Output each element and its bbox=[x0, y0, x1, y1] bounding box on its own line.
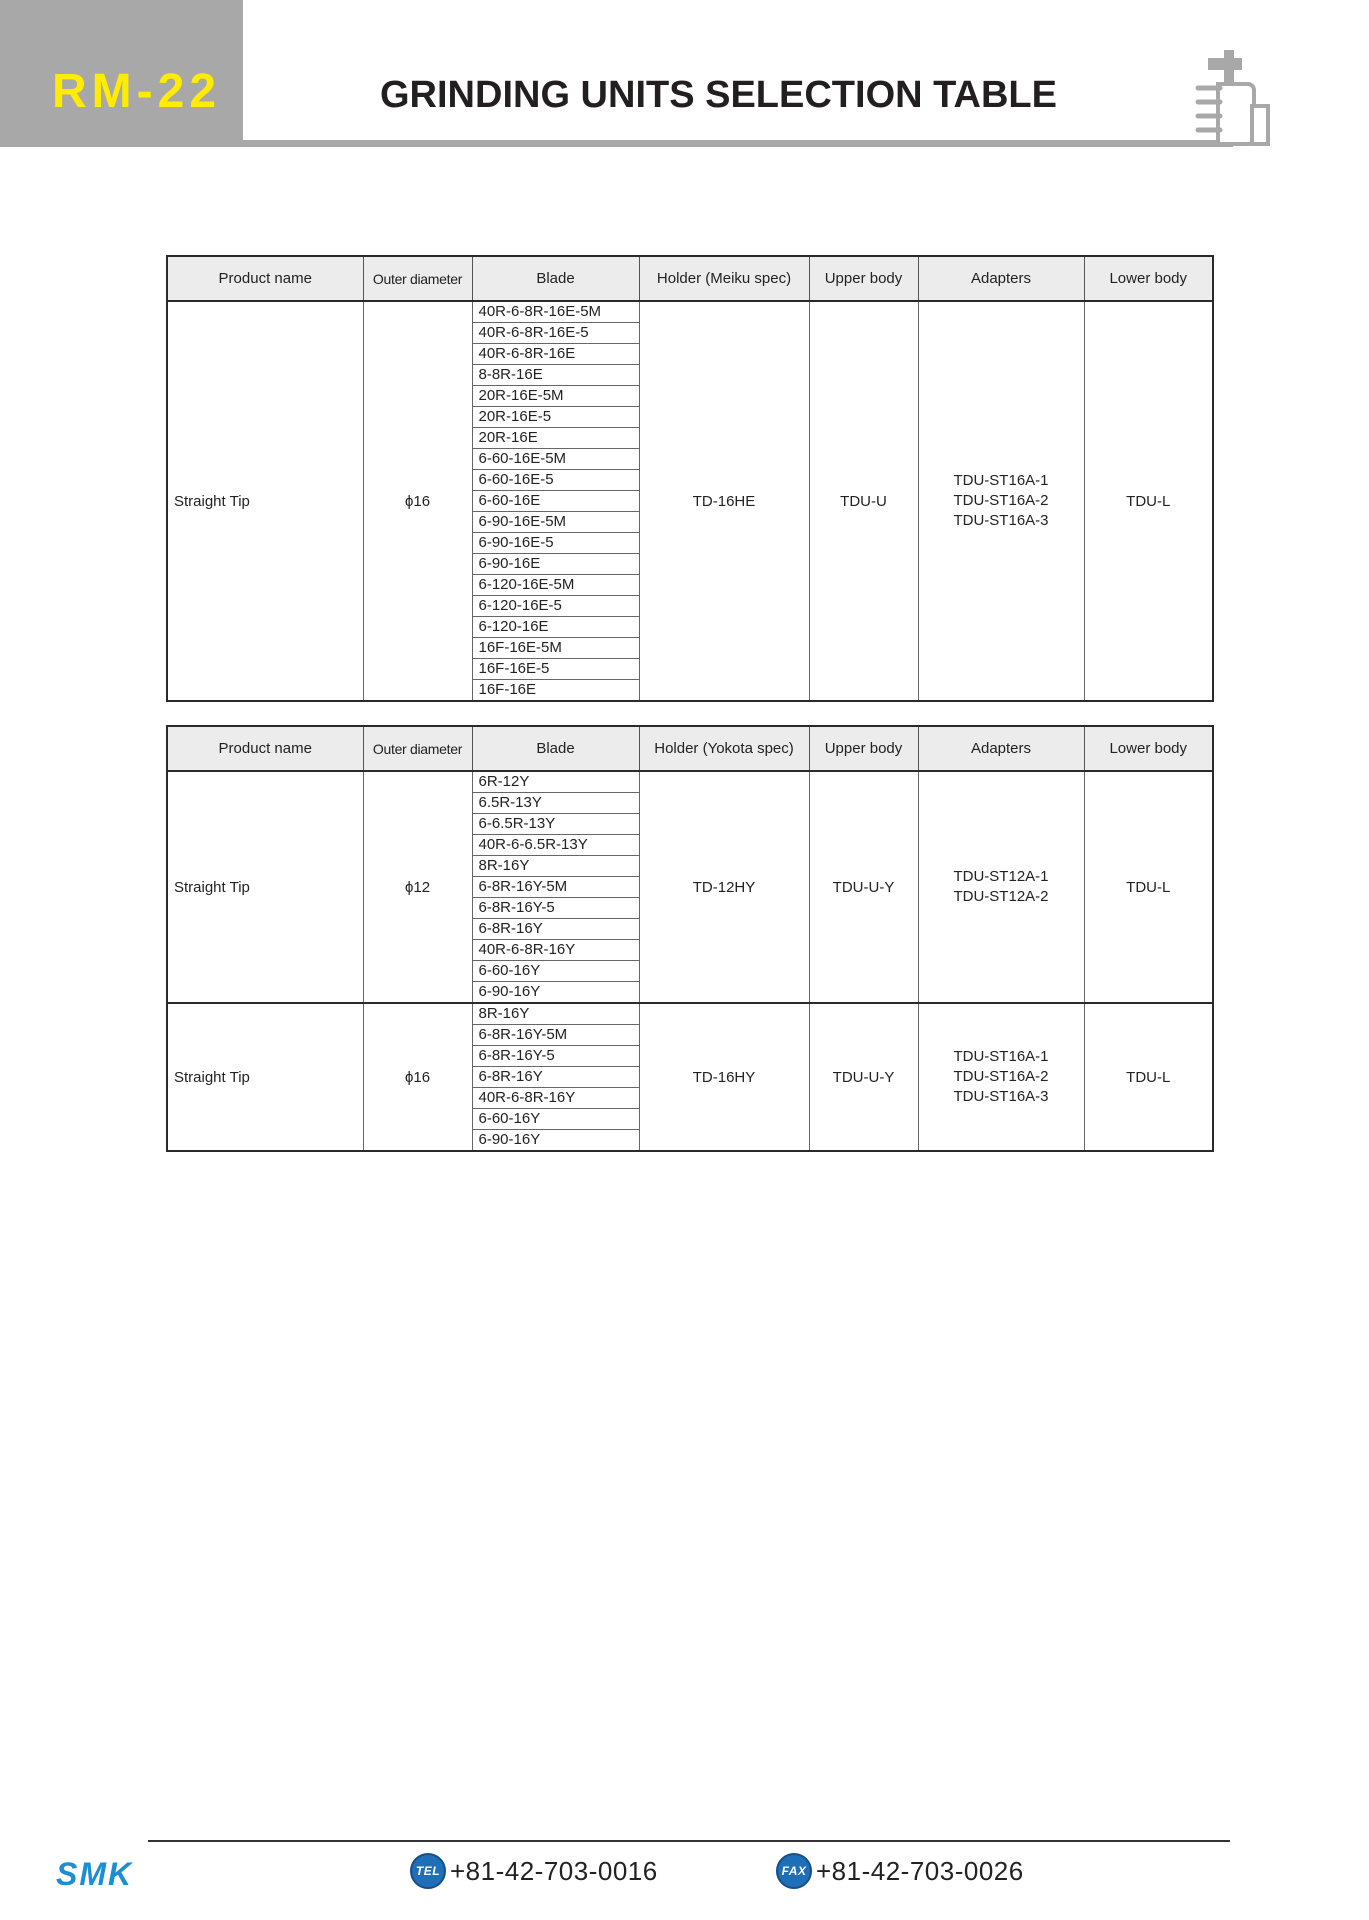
page-code: RM-22 bbox=[52, 65, 222, 118]
holder-cell: TD-12HY bbox=[639, 771, 809, 1003]
lower-body-cell: TDU-L bbox=[1084, 771, 1213, 1003]
holder-cell: TD-16HE bbox=[639, 301, 809, 701]
list-item: 6-8R-16Y-5M bbox=[473, 877, 639, 898]
table-row bbox=[167, 771, 1213, 1003]
blade-list bbox=[473, 1004, 639, 1150]
outer-diameter-cell: ϕ16 bbox=[363, 1003, 472, 1151]
list-item: 16F-16E-5 bbox=[473, 659, 639, 680]
list-item: 6-90-16Y bbox=[478, 1131, 541, 1148]
company-logo bbox=[56, 1858, 160, 1888]
adapters-cell bbox=[918, 1003, 1084, 1151]
list-item: 40R-6-8R-16Y bbox=[473, 1088, 639, 1109]
header-holder: Holder (Meiku spec) bbox=[639, 256, 809, 301]
blade-list bbox=[473, 772, 639, 1002]
list-item: 6-120-16E-5M bbox=[473, 575, 639, 596]
lower-body-cell: TDU-L bbox=[1084, 301, 1213, 701]
adapters-cell bbox=[918, 301, 1084, 701]
list-item: 6-90-16Y bbox=[478, 983, 541, 1000]
list-item: 8R-16Y bbox=[473, 1004, 639, 1025]
table-row bbox=[167, 301, 1213, 701]
list-item: 40R-6-8R-16E-5M bbox=[473, 302, 639, 323]
header-lower-body: Lower body bbox=[1084, 256, 1213, 301]
adapter-item: TDU-ST16A-3 bbox=[953, 1088, 1049, 1105]
adapter-item: TDU-ST16A-2 bbox=[953, 492, 1049, 509]
list-item: 40R-6-8R-16E bbox=[473, 344, 639, 365]
page-title: GRINDING UNITS SELECTION TABLE bbox=[380, 74, 1057, 116]
list-item: 20R-16E bbox=[473, 428, 639, 449]
header-outer-diameter: Outer diameter bbox=[363, 726, 472, 771]
holder-cell: TD-16HY bbox=[639, 1003, 809, 1151]
list-item: 6-8R-16Y bbox=[473, 1067, 639, 1088]
blade-cell bbox=[472, 301, 639, 701]
header-holder: Holder (Yokota spec) bbox=[639, 726, 809, 771]
list-item: 40R-6-6.5R-13Y bbox=[473, 835, 639, 856]
upper-body-cell: TDU-U bbox=[809, 301, 918, 701]
tel-contact bbox=[410, 1852, 658, 1890]
list-item: 6-60-16E-5 bbox=[473, 470, 639, 491]
fax-contact bbox=[776, 1852, 1024, 1890]
header-lower-body: Lower body bbox=[1084, 726, 1213, 771]
table-header-row bbox=[167, 256, 1213, 301]
list-item: 8-8R-16E bbox=[473, 365, 639, 386]
footer-rule bbox=[148, 1840, 1230, 1842]
header-product-name: Product name bbox=[167, 726, 363, 771]
list-item: 40R-6-8R-16Y bbox=[473, 940, 639, 961]
list-item: 6-120-16E-5 bbox=[473, 596, 639, 617]
list-item: 6-90-16E-5M bbox=[473, 512, 639, 533]
adapter-item: TDU-ST16A-1 bbox=[953, 472, 1049, 489]
adapter-item: TDU-ST12A-1 bbox=[953, 868, 1049, 885]
blade-list bbox=[473, 302, 639, 700]
list-item: 16F-16E bbox=[478, 681, 537, 698]
table-header-row bbox=[167, 726, 1213, 771]
list-item: 6-60-16E-5M bbox=[473, 449, 639, 470]
list-item: 6-8R-16Y bbox=[473, 919, 639, 940]
list-item: 40R-6-8R-16E-5 bbox=[473, 323, 639, 344]
header-rule bbox=[243, 140, 1233, 147]
table-row bbox=[167, 1003, 1213, 1151]
fax-icon: FAX bbox=[776, 1853, 812, 1889]
list-item: 6-6.5R-13Y bbox=[473, 814, 639, 835]
adapter-item: TDU-ST16A-3 bbox=[953, 512, 1049, 529]
header-blade: Blade bbox=[472, 726, 639, 771]
product-name-cell: Straight Tip bbox=[167, 771, 363, 1003]
tel-icon: TEL bbox=[410, 1853, 446, 1889]
list-item: 6-8R-16Y-5 bbox=[473, 898, 639, 919]
outer-diameter-cell: ϕ12 bbox=[363, 771, 472, 1003]
list-item: 6-60-16Y bbox=[473, 1109, 639, 1130]
adapter-item: TDU-ST12A-2 bbox=[953, 888, 1049, 905]
adapter-item: TDU-ST16A-2 bbox=[953, 1068, 1049, 1085]
lower-body-cell: TDU-L bbox=[1084, 1003, 1213, 1151]
header-product-name: Product name bbox=[167, 256, 363, 301]
header-adapters: Adapters bbox=[918, 726, 1084, 771]
blade-cell bbox=[472, 1003, 639, 1151]
adapters-cell bbox=[918, 771, 1084, 1003]
product-name-cell: Straight Tip bbox=[167, 1003, 363, 1151]
outer-diameter-cell: ϕ16 bbox=[363, 301, 472, 701]
list-item: 20R-16E-5M bbox=[473, 386, 639, 407]
header-upper-body: Upper body bbox=[809, 256, 918, 301]
selection-table-meiku bbox=[166, 255, 1214, 702]
selection-table-yokota bbox=[166, 725, 1214, 1152]
header-blade: Blade bbox=[472, 256, 639, 301]
list-item: 6-60-16E bbox=[473, 491, 639, 512]
upper-body-cell: TDU-U-Y bbox=[809, 771, 918, 1003]
list-item: 8R-16Y bbox=[473, 856, 639, 877]
list-item: 6-120-16E bbox=[473, 617, 639, 638]
list-item: 6.5R-13Y bbox=[473, 793, 639, 814]
upper-body-cell: TDU-U-Y bbox=[809, 1003, 918, 1151]
product-name-cell: Straight Tip bbox=[167, 301, 363, 701]
list-item: 6-90-16E-5 bbox=[473, 533, 639, 554]
header-adapters: Adapters bbox=[918, 256, 1084, 301]
header-outer-diameter: Outer diameter bbox=[363, 256, 472, 301]
fax-number: +81-42-703-0026 bbox=[816, 1855, 1024, 1886]
company-logo-text: SMK bbox=[56, 1858, 134, 1888]
list-item: 6-8R-16Y-5M bbox=[473, 1025, 639, 1046]
hand-pointing-icon bbox=[1194, 50, 1270, 146]
adapter-item: TDU-ST16A-1 bbox=[953, 1048, 1049, 1065]
list-item: 16F-16E-5M bbox=[473, 638, 639, 659]
list-item: 6-8R-16Y-5 bbox=[473, 1046, 639, 1067]
list-item: 6-90-16E bbox=[473, 554, 639, 575]
header-upper-body: Upper body bbox=[809, 726, 918, 771]
list-item: 6R-12Y bbox=[473, 772, 639, 793]
list-item: 20R-16E-5 bbox=[473, 407, 639, 428]
tel-number: +81-42-703-0016 bbox=[450, 1855, 658, 1886]
list-item: 6-60-16Y bbox=[473, 961, 639, 982]
blade-cell bbox=[472, 771, 639, 1003]
